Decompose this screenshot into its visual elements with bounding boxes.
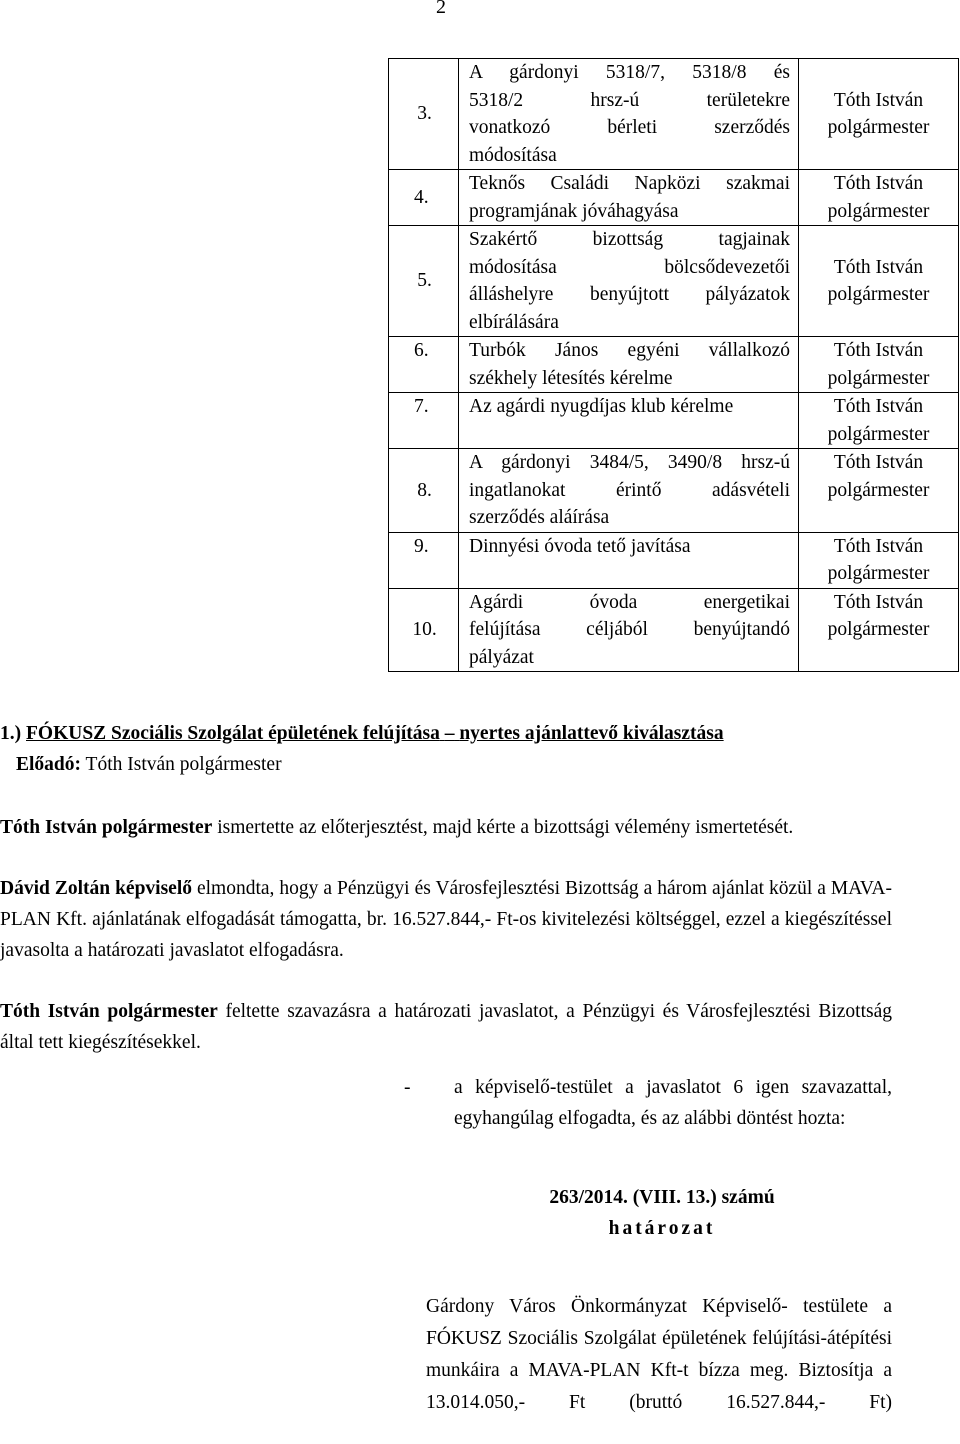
agenda-presenter: Tóth István polgármester bbox=[799, 449, 959, 533]
agenda-number: 10. bbox=[389, 588, 459, 672]
agenda-subject: Az agárdi nyugdíjas klub kérelme bbox=[459, 393, 799, 449]
agenda-subject: Turbók János egyéni vállalkozó székhely létesítés kérelme bbox=[459, 337, 799, 393]
resolution-title: határozat bbox=[608, 1218, 716, 1239]
agenda-row bbox=[389, 170, 959, 226]
agenda-presenter: Tóth István polgármester bbox=[799, 59, 959, 170]
agenda-row bbox=[389, 226, 959, 337]
page-number: 2 bbox=[436, 0, 446, 18]
paragraph-representative: Dávid Zoltán képviselő elmondta, hogy a Pénzügyi és Városfejlesztési Bizottság a három ajánlat közül a MAVA-PLAN Kft. ajánlatának elfogadását támogatta, br. 16.527.844,- Ft-os kivitelezési költséggel, ezzel a kiegészítéssel javasolta a határozati javaslatot elfogadásra. bbox=[0, 878, 892, 961]
agenda-subject: Szakértő bizottság tagjainak módosítása bölcsődevezetői álláshelyre benyújtott pályázatok elbírálására bbox=[459, 226, 799, 337]
agenda-row bbox=[389, 393, 959, 449]
paragraph-mayor-vote: Tóth István polgármester feltette szavazásra a határozati javaslatot, a Pénzügyi és Városfejlesztési Bizottság által tett kiegészítésekkel. bbox=[0, 1001, 892, 1053]
agenda-item-heading: 1.) FÓKUSZ Szociális Szolgálat épületének felújítása – nyertes ajánlattevő kiválasztása bbox=[0, 723, 724, 744]
agenda-presenter: Tóth István polgármester bbox=[799, 588, 959, 672]
agenda-number: 3. bbox=[389, 59, 459, 170]
paragraph-mayor-intro: Tóth István polgármester ismertette az előterjesztést, majd kérte a bizottsági vélemény ismertetését. bbox=[0, 817, 794, 838]
agenda-number: 4. bbox=[389, 170, 459, 226]
agenda-table bbox=[388, 58, 959, 672]
agenda-number: 8. bbox=[389, 449, 459, 533]
agenda-presenter: Tóth István polgármester bbox=[799, 532, 959, 588]
agenda-presenter: Tóth István polgármester bbox=[799, 226, 959, 337]
agenda-row bbox=[389, 532, 959, 588]
vote-dash: - bbox=[404, 1077, 411, 1098]
resolution-number: 263/2014. (VIII. 13.) számú bbox=[549, 1187, 775, 1208]
agenda-presenter: Tóth István polgármester bbox=[799, 393, 959, 449]
agenda-presenter: Tóth István polgármester bbox=[799, 337, 959, 393]
agenda-row bbox=[389, 588, 959, 672]
vote-text: a képviselő-testület a javaslatot 6 igen szavazattal, egyhangúlag elfogadta, és az alábbi döntést hozta: bbox=[454, 1077, 892, 1129]
agenda-subject: Agárdi óvoda energetikai felújítása céljából benyújtandó pályázat bbox=[459, 588, 799, 672]
agenda-subject: A gárdonyi 3484/5, 3490/8 hrsz-ú ingatlanokat érintő adásvételi szerződés aláírása bbox=[459, 449, 799, 533]
agenda-subject: A gárdonyi 5318/7, 5318/8 és 5318/2 hrsz-ú területekre vonatkozó bérleti szerződés módosítása bbox=[459, 59, 799, 170]
agenda-number: 5. bbox=[389, 226, 459, 337]
agenda-number: 7. bbox=[389, 393, 459, 449]
vote-result bbox=[404, 1072, 892, 1134]
speaker-line: Előadó: Tóth István polgármester bbox=[16, 754, 282, 775]
agenda-row bbox=[389, 337, 959, 393]
agenda-subject: Teknős Családi Napközi szakmai programjának jóváhagyása bbox=[459, 170, 799, 226]
agenda-presenter: Tóth István polgármester bbox=[799, 170, 959, 226]
agenda-subject: Dinnyési óvoda tető javítása bbox=[459, 532, 799, 588]
agenda-number: 9. bbox=[389, 532, 459, 588]
agenda-number: 6. bbox=[389, 337, 459, 393]
agenda-row bbox=[389, 59, 959, 170]
agenda-row bbox=[389, 449, 959, 533]
minutes-body bbox=[0, 718, 892, 1058]
resolution-text: Gárdony Város Önkormányzat Képviselő- testülete a FÓKUSZ Szociális Szolgálat épületének felújítási-átépítési munkáira a MAVA-PLAN Kft-t bízza meg. Biztosítja a 13.014.050,- Ft (bruttó 16.527.844,- Ft) bbox=[426, 1296, 892, 1413]
